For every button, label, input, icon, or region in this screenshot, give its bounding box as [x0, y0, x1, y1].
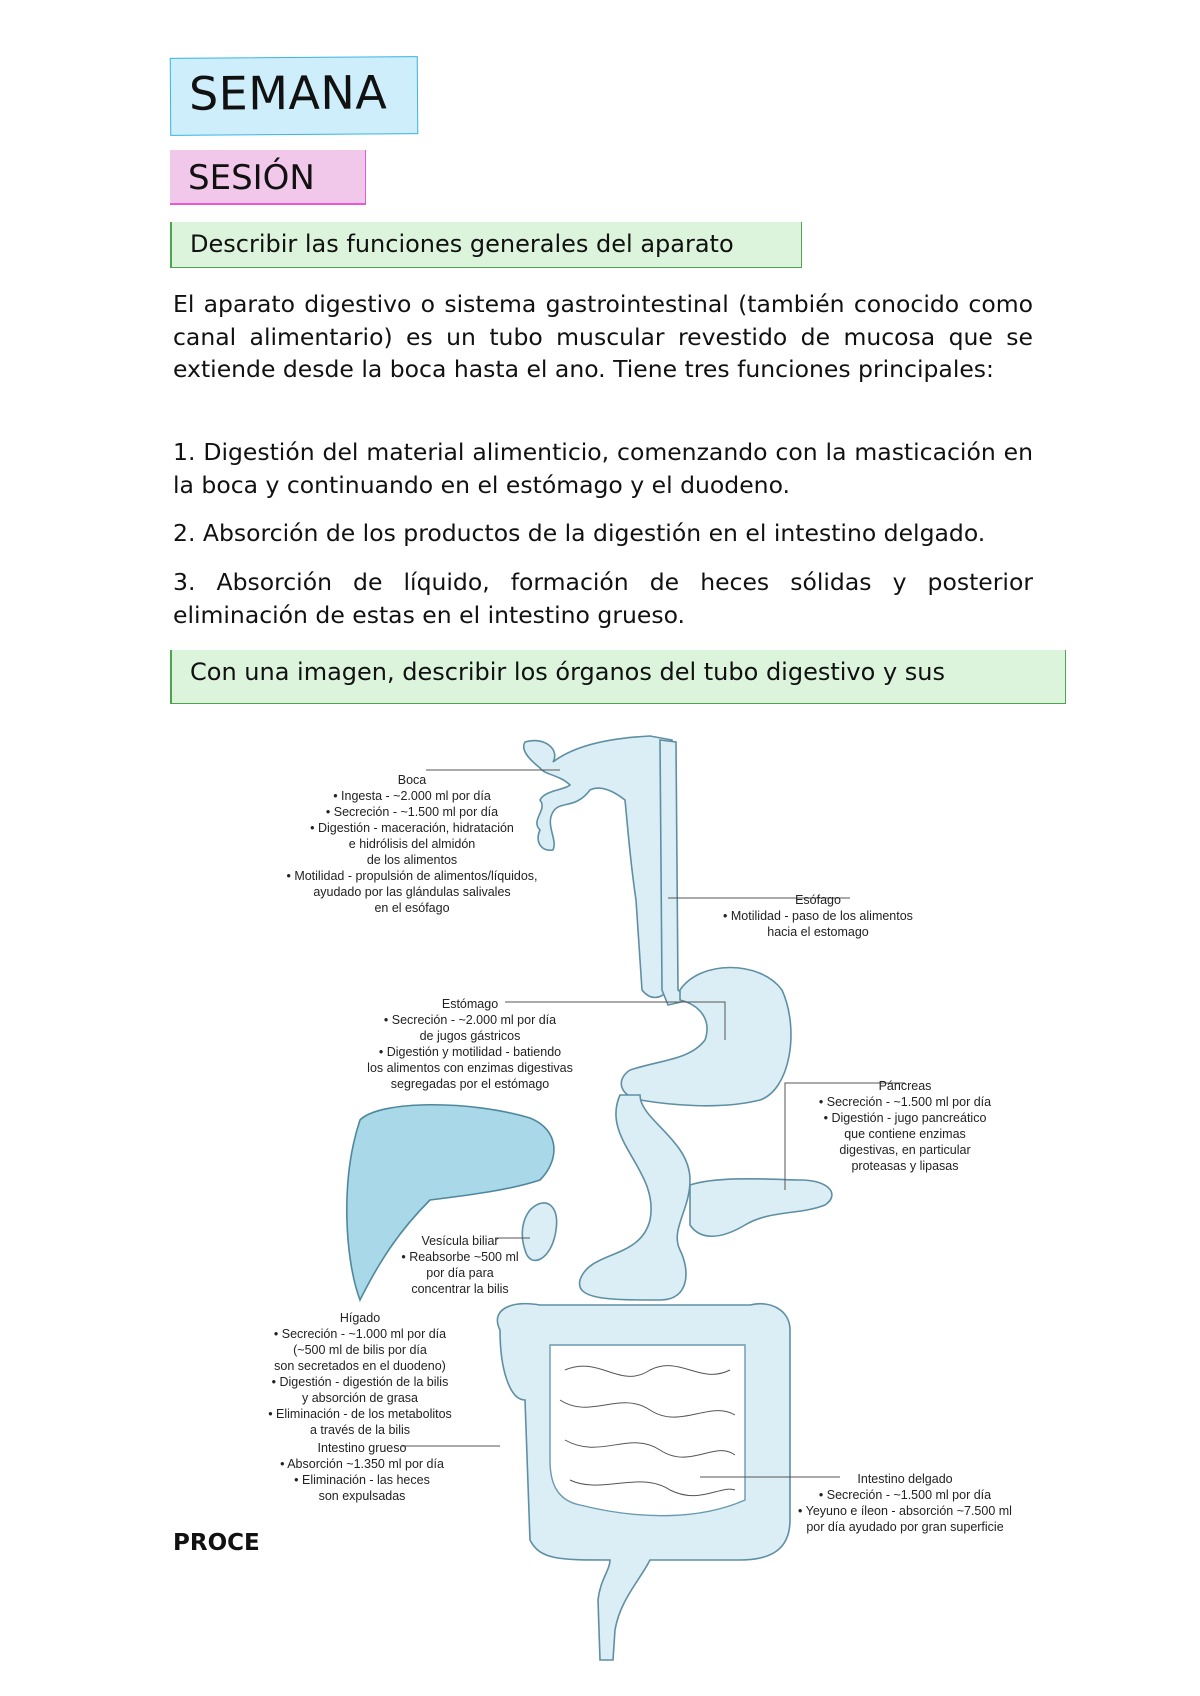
gallbladder-shape: [522, 1203, 556, 1260]
vesicula-labels: [401, 1234, 518, 1296]
esofago-label: Esófago: [795, 893, 841, 907]
pancreas-line-3: que contiene enzimas: [844, 1127, 966, 1141]
function-item-3: 3. Absorción de líquido, formación de heces sólidas y posterior eliminación de estas en el intestino grueso.: [173, 568, 1033, 629]
boca-labels: [286, 773, 537, 915]
function-item-1: 1. Digestión del material alimenticio, comenzando con la masticación en la boca y continuando en el estómago y el duodeno.: [173, 438, 1033, 499]
vesicula-line-3: concentrar la bilis: [411, 1282, 509, 1296]
estomago-line-5: segregadas por el estómago: [390, 1077, 550, 1091]
higado-line-5: y absorción de grasa: [301, 1391, 419, 1405]
footer-proce: PROCE: [173, 1530, 260, 1556]
esofago-line-2: hacia el estomago: [767, 925, 869, 939]
mouth-outline: [524, 736, 676, 998]
grueso-line-2: • Eliminación - las heces: [294, 1473, 430, 1487]
boca-line-2: • Secreción - ~1.500 ml por día: [325, 805, 499, 819]
boca-label: Boca: [397, 773, 427, 787]
delgado-labels: [798, 1472, 1012, 1534]
pancreas-line-4: digestivas, en particular: [839, 1143, 971, 1157]
delgado-line-3: por día ayudado por gran superficie: [806, 1520, 1004, 1534]
boca-line-1: • Ingesta - ~2.000 ml por día: [333, 789, 491, 803]
estomago-label: Estómago: [441, 997, 499, 1011]
higado-label: Hígado: [339, 1311, 381, 1325]
delgado-line-1: • Secreción - ~1.500 ml por día: [818, 1488, 992, 1502]
boca-line-7: ayudado por las glándulas salivales: [313, 885, 511, 899]
pancreas-line-1: • Secreción - ~1.500 ml por día: [818, 1095, 992, 1109]
duodenum-shape: [580, 1095, 690, 1300]
pancreas-label: Páncreas: [878, 1079, 932, 1093]
vesicula-line-1: • Reabsorbe ~500 ml: [401, 1250, 519, 1264]
objective-box-1: [170, 222, 802, 268]
estomago-line-1: • Secreción - ~2.000 ml por día: [383, 1013, 557, 1027]
grueso-label: Intestino grueso: [317, 1441, 407, 1455]
estomago-labels: [367, 997, 573, 1091]
intro-paragraph: El aparato digestivo o sistema gastrointestinal (también conocido como canal alimentario) es un tubo muscular revestido de mucosa que se extiende desde la boca hasta el ano. Tiene tres funciones principales:: [173, 290, 1033, 383]
boca-line-8: en el esófago: [374, 901, 450, 915]
esofago-line-1: • Motilidad - paso de los alimentos: [723, 909, 913, 923]
pancreas-shape: [690, 1179, 832, 1237]
delgado-label: Intestino delgado: [857, 1472, 953, 1486]
sesion-header: [170, 150, 366, 205]
boca-line-6: • Motilidad - propulsión de alimentos/líquidos,: [286, 869, 538, 883]
semana-label: SEMANA: [188, 65, 388, 121]
higado-line-3: son secretados en el duodeno): [274, 1359, 446, 1373]
higado-line-2: (~500 ml de bilis por día: [293, 1343, 427, 1357]
boca-line-3: • Digestión - maceración, hidratación: [310, 821, 514, 835]
higado-line-7: a través de la bilis: [309, 1423, 411, 1437]
higado-line-1: • Secreción - ~1.000 ml por día: [273, 1327, 447, 1341]
estomago-line-4: los alimentos con enzimas digestivas: [367, 1061, 573, 1075]
estomago-line-3: • Digestión y motilidad - batiendo: [378, 1045, 562, 1059]
boca-line-4: e hidrólisis del almidón: [348, 837, 476, 851]
estomago-line-2: de jugos gástricos: [419, 1029, 521, 1043]
boca-line-5: de los alimentos: [366, 853, 458, 867]
pancreas-line-5: proteasas y lipasas: [851, 1159, 959, 1173]
semana-header: [170, 56, 419, 136]
vesicula-label: Vesícula biliar: [421, 1234, 499, 1248]
grueso-labels: [280, 1441, 444, 1503]
pancreas-line-2: • Digestión - jugo pancreático: [823, 1111, 987, 1125]
objective-text-1: Describir las funciones generales del aparato: [190, 230, 734, 258]
function-item-2: 2. Absorción de los productos de la digestión en el intestino delgado.: [173, 519, 986, 547]
higado-line-4: • Digestión - digestión de la bilis: [271, 1375, 449, 1389]
delgado-line-2: • Yeyuno e íleon - absorción ~7.500 ml: [798, 1504, 1012, 1518]
sesion-label: SESIÓN: [188, 158, 315, 198]
higado-labels: [268, 1311, 452, 1437]
objective-text-2: Con una imagen, describir los órganos del tubo digestivo y sus: [190, 658, 945, 686]
small-intestine-shape: [550, 1345, 745, 1516]
pancreas-labels: [819, 1079, 991, 1173]
grueso-line-1: • Absorción ~1.350 ml por día: [280, 1457, 444, 1471]
grueso-line-3: son expulsadas: [318, 1489, 406, 1503]
esophagus-shape: [660, 740, 690, 1005]
higado-line-6: • Eliminación - de los metabolitos: [268, 1407, 452, 1421]
vesicula-line-2: por día para: [426, 1266, 494, 1280]
esofago-labels: [723, 893, 913, 939]
objective-box-2: [170, 650, 1066, 704]
